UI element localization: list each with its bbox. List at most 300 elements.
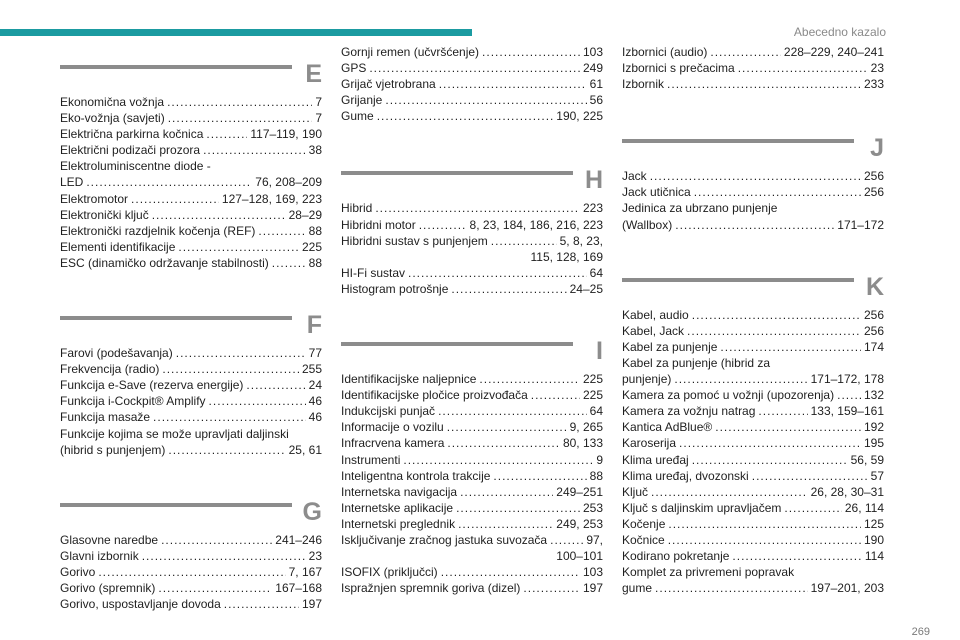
entry-term: Histogram potrošnje: [341, 281, 449, 296]
page-number: 269: [911, 626, 930, 638]
entry-line: [341, 217, 603, 233]
index-entry: [622, 307, 884, 323]
entry-pages: 114: [864, 549, 884, 564]
entry-term: Karoserija: [622, 436, 677, 451]
index-entry: [341, 564, 603, 580]
entry-pages: 253: [582, 500, 603, 515]
dot-leader: [142, 548, 306, 564]
entry-pages: 256: [863, 185, 884, 200]
entry-pages: 97,: [586, 532, 603, 547]
entry-term: Grijanje: [341, 93, 383, 108]
index-entry: [60, 191, 322, 207]
dot-leader: [655, 580, 808, 596]
entry-term: Hibridni sustav s punjenjem: [341, 233, 488, 248]
entry-term: Kodirano pokretanje: [622, 549, 730, 564]
index-section: [622, 118, 884, 232]
section-letter: H: [584, 166, 603, 195]
section-letter: G: [302, 497, 322, 526]
entry-line: [60, 596, 322, 612]
entry-line: [622, 323, 884, 339]
entry-line: [341, 452, 603, 468]
index-entry: [622, 435, 884, 451]
index-entry: [341, 281, 603, 297]
index-entry: [60, 345, 322, 361]
entry-pages: 9: [596, 452, 603, 467]
entry-pages: 249: [582, 61, 603, 76]
entry-pages: 103: [582, 565, 603, 580]
entry-line: [60, 442, 322, 458]
entry-line: [341, 387, 603, 403]
index-entry: [622, 419, 884, 435]
entry-pages: 125: [863, 516, 884, 531]
entry-pages: 233: [863, 77, 884, 92]
index-entry: [622, 355, 884, 387]
entry-line: [60, 564, 322, 580]
index-entry: [60, 94, 322, 110]
index-entry: [622, 484, 884, 500]
dot-leader: [493, 468, 586, 484]
dot-leader: [161, 532, 272, 548]
entry-term: Glavni izbornik: [60, 548, 139, 563]
entry-term: Klima uređaj, dvozonski: [622, 468, 749, 483]
entry-term: (Wallbox): [622, 217, 673, 232]
section-rule: [60, 316, 292, 320]
entry-line: [341, 233, 603, 249]
entry-line: [622, 307, 884, 323]
entry-term: Funkcija masaže: [60, 410, 151, 425]
index-column-2: [341, 44, 603, 620]
entry-term: Električni podizači prozora: [60, 143, 201, 158]
entry-line: [60, 255, 322, 271]
dot-leader: [375, 200, 580, 216]
index-entry: [60, 361, 322, 377]
index-entry: [341, 92, 603, 108]
entry-line: [341, 419, 603, 435]
entry-pages: 8, 23, 184, 186, 216, 223: [469, 217, 603, 232]
index-entry: [341, 435, 603, 451]
index-entry: [341, 484, 603, 500]
section-header: [60, 44, 322, 94]
dot-leader: [224, 596, 299, 612]
section-rule: [341, 342, 573, 346]
entry-term: Frekvencija (radio): [60, 362, 160, 377]
entry-term: Grijač vjetrobrana: [341, 77, 436, 92]
entry-pages: 225: [301, 239, 322, 254]
entry-term: Klima uređaj: [622, 452, 689, 467]
index-entry: [60, 564, 322, 580]
dot-leader: [491, 233, 557, 249]
dot-leader: [531, 387, 580, 403]
entry-line: [60, 393, 322, 409]
index-column-1: [60, 44, 322, 636]
index-entry: [622, 468, 884, 484]
dot-leader: [710, 44, 781, 60]
entry-line: [60, 239, 322, 255]
entry-pages: 223: [582, 201, 603, 216]
index-entry: [622, 168, 884, 184]
section-letter: E: [305, 60, 322, 88]
entry-line: [622, 435, 884, 451]
entry-term-line: Elektroluminiscentne diode -: [60, 159, 211, 174]
entry-line: [341, 484, 603, 500]
entry-term: Infracrvena kamera: [341, 436, 445, 451]
entry-pages: 23: [308, 548, 322, 563]
entry-pages: 46: [308, 410, 322, 425]
entry-pages: 7, 167: [288, 564, 322, 579]
section-header: [60, 482, 322, 532]
dot-leader: [419, 217, 467, 233]
dot-leader: [162, 361, 299, 377]
entry-term: Isključivanje zračnog jastuka suvozača: [341, 532, 548, 547]
index-entry: [341, 233, 603, 265]
entry-term: Ekonomična vožnja: [60, 95, 165, 109]
index-entry: [622, 200, 884, 232]
entry-term-line: Funkcije kojima se može upravljati daljinski: [60, 426, 289, 441]
entry-term: Funkcija i-Cockpit® Amplify: [60, 394, 206, 409]
entry-term: Jack utičnica: [622, 185, 691, 200]
entry-term: Instrumenti: [341, 452, 401, 467]
dot-leader: [758, 403, 807, 419]
dot-leader: [720, 339, 861, 355]
entry-term: Ispražnjen spremnik goriva (dizel): [341, 581, 521, 596]
entry-term: Elementi identifikacije: [60, 239, 176, 254]
index-entry: [60, 409, 322, 425]
entry-pages: 174: [863, 339, 884, 354]
entry-line: [622, 468, 884, 484]
section-header: [622, 118, 884, 168]
index-section: [60, 44, 322, 271]
entry-line: [341, 108, 603, 124]
entry-term: gume: [622, 581, 653, 596]
index-entry: [60, 126, 322, 142]
entry-line: [60, 174, 322, 190]
entry-term: ESC (dinamičko održavanje stabilnosti): [60, 255, 269, 270]
entry-term: Jack: [622, 169, 647, 184]
entry-term: Hibridni motor: [341, 217, 416, 232]
dot-leader: [167, 94, 312, 110]
running-header: Abecedno kazalo: [793, 25, 886, 39]
entry-line: [341, 76, 603, 92]
index-entry: [60, 255, 322, 271]
index-entry: [60, 110, 322, 126]
entry-pages: 256: [863, 169, 884, 184]
dot-leader: [377, 108, 554, 124]
entry-pages: 77: [308, 346, 322, 361]
entry-line: [341, 516, 603, 532]
entry-line: [341, 564, 603, 580]
index-entry: [341, 468, 603, 484]
entry-line: [622, 76, 884, 92]
dot-leader: [674, 371, 807, 387]
dot-leader: [131, 191, 219, 207]
dot-leader: [168, 110, 313, 126]
dot-leader: [837, 387, 861, 403]
dot-leader: [98, 564, 285, 580]
entry-pages-continued: 100–101: [556, 549, 603, 564]
dot-leader: [408, 265, 587, 281]
entry-term: Kočenje: [622, 516, 666, 531]
index-entry: [60, 532, 322, 548]
index-entry: [341, 387, 603, 403]
entry-term: Funkcija e-Save (rezerva energije): [60, 378, 244, 393]
section-letter: J: [870, 134, 884, 163]
entry-line: [622, 532, 884, 548]
section-rule: [341, 171, 573, 175]
dot-leader: [176, 345, 306, 361]
entry-pages: 256: [863, 307, 884, 322]
entry-line: [341, 532, 603, 548]
index-entry: [341, 532, 603, 564]
entry-pages: 225: [582, 388, 603, 403]
entry-pages: 5, 8, 23,: [559, 233, 603, 248]
entry-pages: 57: [870, 468, 884, 483]
entry-pages: 26, 28, 30–31: [810, 484, 884, 499]
entry-term-line: Jedinica za ubrzano punjenje: [622, 201, 778, 216]
dot-leader: [447, 435, 560, 451]
entry-line: [622, 484, 884, 500]
entry-term: Izbornici s prečacima: [622, 61, 735, 76]
section-header: [341, 150, 603, 200]
entry-line: [341, 44, 603, 60]
dot-leader: [178, 239, 299, 255]
entry-pages: 190: [863, 532, 884, 547]
entry-term: (hibrid s punjenjem): [60, 442, 166, 457]
entry-term: Gornji remen (učvršćenje): [341, 45, 480, 59]
dot-leader: [152, 207, 286, 223]
entry-term: Farovi (podešavanja): [60, 346, 173, 361]
entry-line: [622, 500, 884, 516]
entry-line: [341, 92, 603, 108]
dot-leader: [158, 580, 272, 596]
entry-line: [60, 142, 322, 158]
section-rule: [60, 503, 292, 507]
entry-term-line: Komplet za privremeni popravak: [622, 565, 795, 580]
index-entry: [60, 207, 322, 223]
dot-leader: [482, 44, 580, 60]
dot-leader: [403, 452, 593, 468]
entry-pages: 7: [315, 111, 322, 126]
entry-line: [341, 60, 603, 76]
dot-leader: [668, 516, 861, 532]
index-entry: [341, 403, 603, 419]
dot-leader: [451, 281, 566, 297]
section-letter: F: [306, 311, 322, 340]
dot-leader: [209, 393, 306, 409]
index-entry: [622, 500, 884, 516]
section-rule: [60, 65, 292, 69]
entry-line: [60, 548, 322, 564]
index-entry: [622, 532, 884, 548]
entry-line: [341, 371, 603, 387]
dot-leader: [441, 564, 580, 580]
entry-term: Gorivo, uspostavljanje dovoda: [60, 597, 221, 612]
section-header: [622, 257, 884, 307]
entry-term: Gume: [341, 109, 374, 124]
entry-pages: 9, 265: [569, 420, 603, 435]
entry-term: Izbornik: [622, 77, 665, 92]
entry-pages: 132: [863, 388, 884, 403]
entry-line: [622, 184, 884, 200]
dot-leader: [479, 371, 580, 387]
index-entry: [341, 44, 603, 60]
index-entry: [341, 419, 603, 435]
index-section: [622, 257, 884, 597]
index-entry: [60, 548, 322, 564]
entry-pages-continued: 115, 128, 169: [530, 249, 603, 264]
index-entry: [622, 403, 884, 419]
dot-leader: [168, 442, 285, 458]
dot-leader: [650, 168, 861, 184]
dot-leader: [692, 307, 861, 323]
entry-pages: 197–201, 203: [810, 581, 884, 596]
entry-pages: 61: [589, 77, 603, 92]
entry-pages: 56: [589, 93, 603, 108]
section-rule: [622, 278, 854, 282]
dot-leader: [203, 142, 306, 158]
index-entry: [622, 387, 884, 403]
entry-term: Ključ: [622, 484, 649, 499]
index-entry: [341, 200, 603, 216]
entry-pages: 255: [301, 362, 322, 377]
entry-pages: 103: [582, 45, 603, 59]
dot-leader: [438, 403, 587, 419]
entry-pages: 56, 59: [850, 452, 884, 467]
dot-leader: [458, 516, 553, 532]
dot-leader: [206, 126, 247, 142]
index-entry: [60, 142, 322, 158]
entry-pages: 171–172, 178: [810, 372, 884, 387]
entry-term: Ključ s daljinskim upravljačem: [622, 500, 782, 515]
entry-term: Internetski preglednik: [341, 516, 456, 531]
entry-pages: 25, 61: [288, 442, 322, 457]
index-section: [60, 482, 322, 612]
dot-leader: [272, 255, 306, 271]
dot-leader: [369, 60, 580, 76]
entry-term: Indukcijski punjač: [341, 404, 436, 419]
dot-leader: [153, 409, 306, 425]
entry-line: [60, 580, 322, 596]
entry-line: [60, 110, 322, 126]
entry-pages: 24: [308, 378, 322, 393]
index-section: [341, 150, 603, 297]
section-letter: K: [865, 272, 884, 301]
index-entry: [341, 516, 603, 532]
entry-pages: 167–168: [275, 580, 322, 595]
index-entry: [60, 239, 322, 255]
index-entry: [341, 265, 603, 281]
entry-line: [60, 409, 322, 425]
dot-leader: [651, 484, 808, 500]
accent-bar: [0, 29, 472, 36]
entry-pages: 7: [315, 95, 322, 109]
entry-pages: 88: [308, 255, 322, 270]
index-entry: [341, 217, 603, 233]
index-section: [60, 295, 322, 458]
entry-line: [622, 44, 884, 60]
index-entry: [60, 426, 322, 458]
entry-line: [60, 345, 322, 361]
entry-pages: 197: [301, 597, 322, 612]
index-entry: [341, 452, 603, 468]
entry-pages: 192: [863, 420, 884, 435]
entry-line: [622, 339, 884, 355]
index-entry: [341, 500, 603, 516]
entry-line: [622, 371, 884, 387]
entry-pages: 190, 225: [556, 109, 603, 124]
index-section: [622, 44, 884, 92]
dot-leader: [679, 435, 861, 451]
entry-term: Kantica AdBlue®: [622, 420, 713, 435]
dot-leader: [715, 419, 861, 435]
entry-term: Hibrid: [341, 201, 373, 216]
entry-pages: 256: [863, 323, 884, 338]
entry-pages: 249–251: [556, 484, 603, 499]
dot-leader: [752, 468, 868, 484]
dot-leader: [738, 60, 868, 76]
entry-line: [622, 60, 884, 76]
entry-pages: 46: [308, 394, 322, 409]
entry-line: [60, 207, 322, 223]
index-entry: [60, 596, 322, 612]
dot-leader: [439, 76, 587, 92]
entry-term: Kabel, Jack: [622, 323, 685, 338]
entry-pages: 133, 159–161: [810, 404, 884, 419]
dot-leader: [687, 323, 861, 339]
entry-term: Kamera za pomoć u vožnji (upozorenja): [622, 388, 835, 403]
dot-leader: [692, 452, 848, 468]
entry-term: Kabel za punjenje: [622, 339, 718, 354]
entry-term: Elektronički razdjelnik kočenja (REF): [60, 223, 256, 238]
entry-line: [341, 281, 603, 297]
dot-leader: [460, 484, 553, 500]
index-entry: [622, 323, 884, 339]
index-entry: [341, 580, 603, 596]
dot-leader: [550, 532, 583, 548]
dot-leader: [668, 532, 861, 548]
entry-line: [622, 452, 884, 468]
entry-line: [622, 403, 884, 419]
entry-term: Glasovne naredbe: [60, 532, 159, 547]
entry-term: Gorivo: [60, 564, 96, 579]
entry-term-line: Kabel za punjenje (hibrid za: [622, 355, 771, 370]
entry-line: [341, 403, 603, 419]
index-entry: [622, 44, 884, 60]
dot-leader: [246, 377, 305, 393]
entry-line: [60, 361, 322, 377]
dot-leader: [784, 500, 841, 516]
entry-term: Gorivo (spremnik): [60, 580, 156, 595]
entry-pages: 28–29: [288, 207, 322, 222]
index-entry: [622, 60, 884, 76]
index-column-3: [622, 44, 884, 620]
index-entry: [341, 108, 603, 124]
entry-term: LED: [60, 175, 84, 190]
entry-term: Eko-vožnja (savjeti): [60, 111, 165, 126]
index-entry: [60, 223, 322, 239]
index-entry: [341, 76, 603, 92]
index-entry: [341, 60, 603, 76]
entry-line: [622, 419, 884, 435]
entry-term: Internetske aplikacije: [341, 500, 454, 515]
entry-pages: 64: [589, 404, 603, 419]
entry-pages: 76, 208–209: [255, 175, 322, 190]
entry-pages: 88: [589, 468, 603, 483]
entry-line: [622, 516, 884, 532]
entry-line: [60, 532, 322, 548]
dot-leader: [456, 500, 580, 516]
entry-line: [60, 126, 322, 142]
entry-line: [622, 580, 884, 596]
